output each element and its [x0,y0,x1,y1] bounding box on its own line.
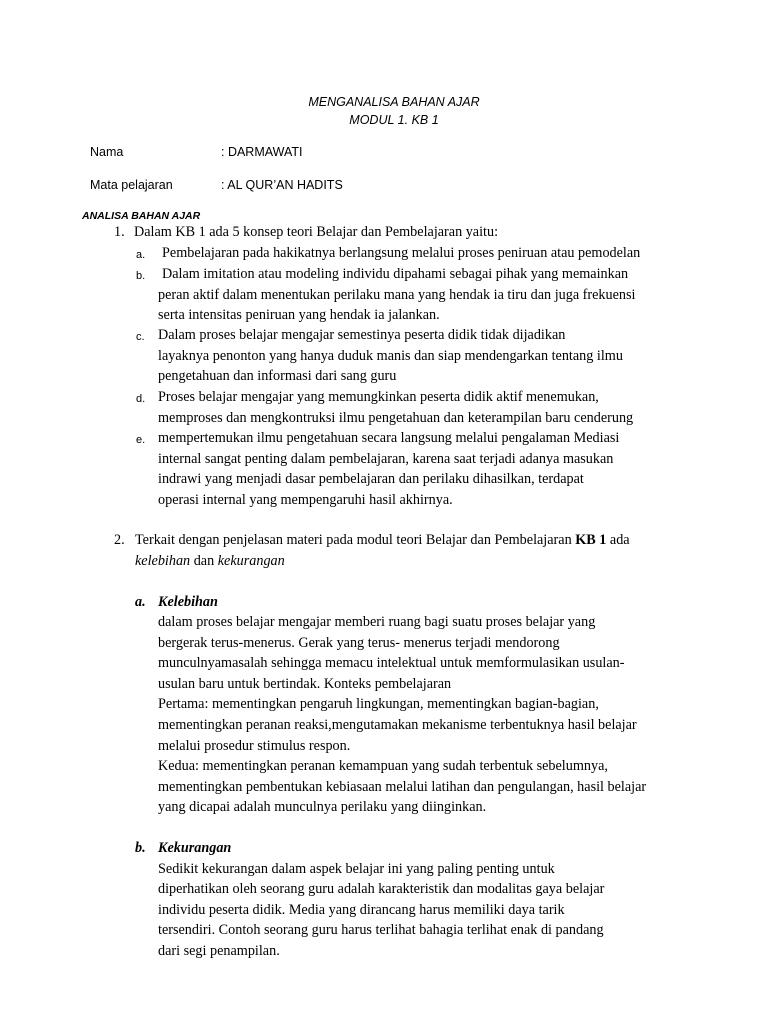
kelebihan-line: Kedua: mementingkan peranan kemampuan yang sudah terbentuk sebelumnya, [158,758,608,774]
q1-item-a-marker: a. [136,249,146,261]
kelebihan-line: munculnyamasalah sehingga memacu intelektual untuk memformulasikan usulan- [158,655,625,671]
kelebihan-line: melalui prosedur stimulus respon. [158,738,351,754]
kekurangan-line: tersendiri. Contoh seorang guru harus terlihat bahagia terlihat enak di pandang [158,922,604,938]
kekurangan-heading: Kekurangan [158,840,232,856]
kelebihan-marker: a. [135,594,146,610]
subject-label: Mata pelajaran [90,178,173,192]
q2-text-line2 [135,553,285,570]
q1-item-c-marker: c. [136,331,145,343]
q1-item-e-line: internal sangat penting dalam pembelajaran, karena saat terjadi adanya masukan [158,451,614,467]
q1-item-e-line: mempertemukan ilmu pengetahuan secara langsung melalui pengalaman Mediasi [158,430,620,446]
q2-text-after: ada [606,532,630,548]
q1-item-e-line: indrawi yang menjadi dasar pembelajaran dan perilaku dihasilkan, terdapat [158,471,584,487]
kelebihan-line: mementingkan peranan reaksi,mengutamakan mekanisme terbentuknya hasil belajar [158,717,637,733]
q1-item-d-line: memproses dan mengkontruksi ilmu pengetahuan dan keterampilan baru cenderung [158,410,634,426]
q2-kekurangan-word: kekurangan [217,553,285,569]
kelebihan-line: Pertama: mementingkan pengaruh lingkungan, mementingkan bagian-bagian, [158,696,599,712]
name-value: : DARMAWATI [221,145,303,159]
q2-text [135,532,630,549]
q1-item-c-line: pengetahuan dan informasi dari sang guru [158,368,397,384]
section-label: ANALISA BAHAN AJAR [82,210,201,222]
kelebihan-line: usulan baru untuk bertindak. Konteks pembelajaran [158,676,452,692]
q2-kelebihan-word: kelebihan [135,553,191,569]
document-subtitle: MODUL 1. KB 1 [349,113,439,127]
q1-item-e-marker: e. [136,434,146,446]
q2-and-word: dan [190,553,218,569]
q2-text-bold: KB 1 [575,532,607,548]
kelebihan-line: dalam proses belajar mengajar memberi ruang bagi suatu proses belajar yang [158,614,596,630]
kelebihan-line: yang dicapai adalah munculnya perilaku yang diinginkan. [158,799,487,815]
q1-item-d-line: Proses belajar mengajar yang memungkinkan peserta didik aktif menemukan, [158,389,599,405]
q2-text-before: Terkait dengan penjelasan materi pada modul teori Belajar dan Pembelajaran [135,532,576,548]
kekurangan-line: Sedikit kekurangan dalam aspek belajar ini yang paling penting untuk [158,861,555,877]
kekurangan-line: individu peserta didik. Media yang dirancang harus memiliki daya tarik [158,902,565,918]
kekurangan-marker: b. [135,840,146,856]
q1-item-b-line: Dalam imitation atau modeling individu dipahami sebagai pihak yang memainkan [162,266,629,282]
q1-text: Dalam KB 1 ada 5 konsep teori Belajar dan Pembelajaran yaitu: [134,224,499,240]
q1-item-b-marker: b. [136,270,146,282]
document-title: MENGANALISA BAHAN AJAR [308,95,480,109]
q1-item-b-line: serta intensitas peniruan yang hendak ia jalankan. [158,307,440,323]
name-label: Nama [90,145,124,159]
kekurangan-line: dari segi penampilan. [158,943,280,959]
kelebihan-line: mementingkan pembentukan kebiasaan melalui latihan dan pengulangan, hasil belajar [158,779,647,795]
q1-item-d-marker: d. [136,393,146,405]
kekurangan-line: diperhatikan oleh seorang guru adalah karakteristik dan modalitas gaya belajar [158,881,605,897]
q2-number: 2. [114,532,125,548]
q1-item-a-line: Pembelajaran pada hakikatnya berlangsung melalui proses peniruan atau pemodelan [162,245,641,261]
q1-item-c-line: layaknya penonton yang hanya duduk manis dan siap mendengarkan tentang ilmu [158,348,623,364]
kelebihan-line: bergerak terus-menerus. Gerak yang terus- menerus terjadi mendorong [158,635,560,651]
kelebihan-heading: Kelebihan [158,594,218,610]
q1-item-c-line: Dalam proses belajar mengajar semestinya peserta didik tidak dijadikan [158,327,566,343]
q1-item-b-line: peran aktif dalam menentukan perilaku mana yang hendak ia tiru dan juga frekuensi [158,287,636,303]
q1-number: 1. [114,224,125,240]
subject-value: : AL QUR’AN HADITS [221,178,343,192]
q1-item-e-line: operasi internal yang mempengaruhi hasil akhirnya. [158,492,453,508]
